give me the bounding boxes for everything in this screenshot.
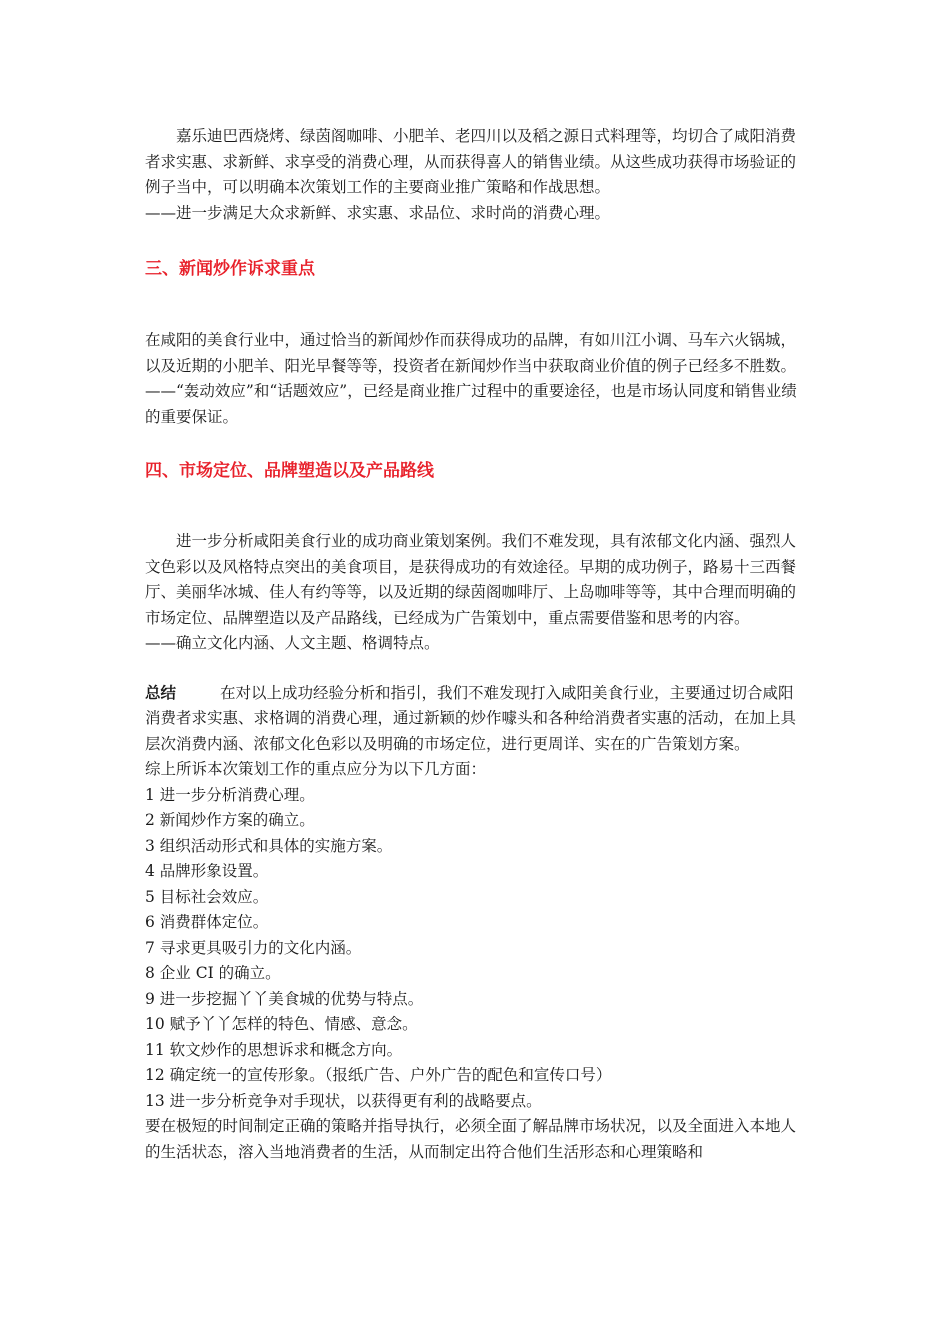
summary-label: 总结 xyxy=(145,683,177,702)
list-item: 6 消费群体定位。 xyxy=(145,913,269,931)
list-item: 10 赋予丫丫怎样的特色、情感、意念。 xyxy=(145,1015,418,1033)
document-body xyxy=(145,124,805,1165)
section-heading-3: 三、新闻炒作诉求重点 xyxy=(145,259,315,279)
list-intro: 综上所诉本次策划工作的重点应分为以下几方面： xyxy=(145,760,487,778)
paragraph-success-cases: 嘉乐迪巴西烧烤、绿茵阁咖啡、小肥羊、老四川以及稻之源日式料理等，均切合了咸阳消费者求实惠、求新鲜、求享受的消费心理，从而获得喜人的销售业绩。从这些成功获得市场验证的例子当中，可以明确本次策划工作的主要商业推广策略和作战思想。 xyxy=(145,127,797,196)
list-item: 12 确定统一的宣传形象。（报纸广告、户外广告的配色和宣传口号） xyxy=(145,1066,612,1084)
list-item: 3 组织活动形式和具体的实施方案。 xyxy=(145,836,393,855)
list-item: 4 品牌形象设置。 xyxy=(145,862,269,880)
focus-list xyxy=(145,783,805,1115)
list-item: 1 进一步分析消费心理。 xyxy=(145,785,315,804)
section-heading-4: 四、市场定位、品牌塑造以及产品路线 xyxy=(145,461,434,481)
closing-paragraph: 要在极短的时间制定正确的策略并指导执行，必须全面了解品牌市场状况，以及全面进入本地人的生活状态，溶入当地消费者的生活，从而制定出符合他们生活形态和心理策略和 xyxy=(145,1117,797,1161)
list-item: 2 新闻炒作方案的确立。 xyxy=(145,811,315,829)
paragraph-news-hype: 在咸阳的美食行业中，通过恰当的新闻炒作而获得成功的品牌，有如川江小调、马车六火锅城，以及近期的小肥羊、阳光早餐等等，投资者在新闻炒作当中获取商业价值的例子已经多不胜数。 xyxy=(145,331,797,375)
summary-text: 在对以上成功经验分析和指引，我们不难发现打入咸阳美食行业，主要通过切合咸阳消费者求实惠、求格调的消费心理，通过新颖的炒作噱头和各种给消费者实惠的活动，在加上具层次消费内涵、浓郁文化色彩以及明确的市场定位，进行更周详、实在的广告策划方案。 xyxy=(145,683,797,753)
list-item: 5 目标社会效应。 xyxy=(145,887,269,906)
list-item: 8 企业 CI 的确立。 xyxy=(145,964,281,982)
list-item: 11 软文炒作的思想诉求和概念方向。 xyxy=(145,1040,403,1059)
list-item: 13 进一步分析竞争对手现状，以获得更有利的战略要点。 xyxy=(145,1091,542,1110)
paragraph-positioning-conclusion: ——确立文化内涵、人文主题、格调特点。 xyxy=(145,634,440,652)
paragraph-positioning: 进一步分析咸阳美食行业的成功商业策划案例。我们不难发现，具有浓郁文化内涵、强烈人文色彩以及风格特点突出的美食项目，是获得成功的有效途径。早期的成功例子，路易十三西餐厅、美丽华冰城、佳人有约等等，以及近期的绿茵阁咖啡厅、上岛咖啡等等，其中合理而明确的市场定位、品牌塑造以及产品路线，已经成为广告策划中，重点需要借鉴和思考的内容。 xyxy=(145,532,797,627)
paragraph-success-conclusion: ——进一步满足大众求新鲜、求实惠、求品位、求时尚的消费心理。 xyxy=(145,203,611,222)
list-item: 9 进一步挖掘丫丫美食城的优势与特点。 xyxy=(145,989,424,1008)
paragraph-news-conclusion: ——“轰动效应”和“话题效应”，已经是商业推广过程中的重要途径，也是市场认同度和销售业绩的重要保证。 xyxy=(145,382,797,426)
summary-paragraph xyxy=(145,681,805,758)
list-item: 7 寻求更具吸引力的文化内涵。 xyxy=(145,938,362,957)
